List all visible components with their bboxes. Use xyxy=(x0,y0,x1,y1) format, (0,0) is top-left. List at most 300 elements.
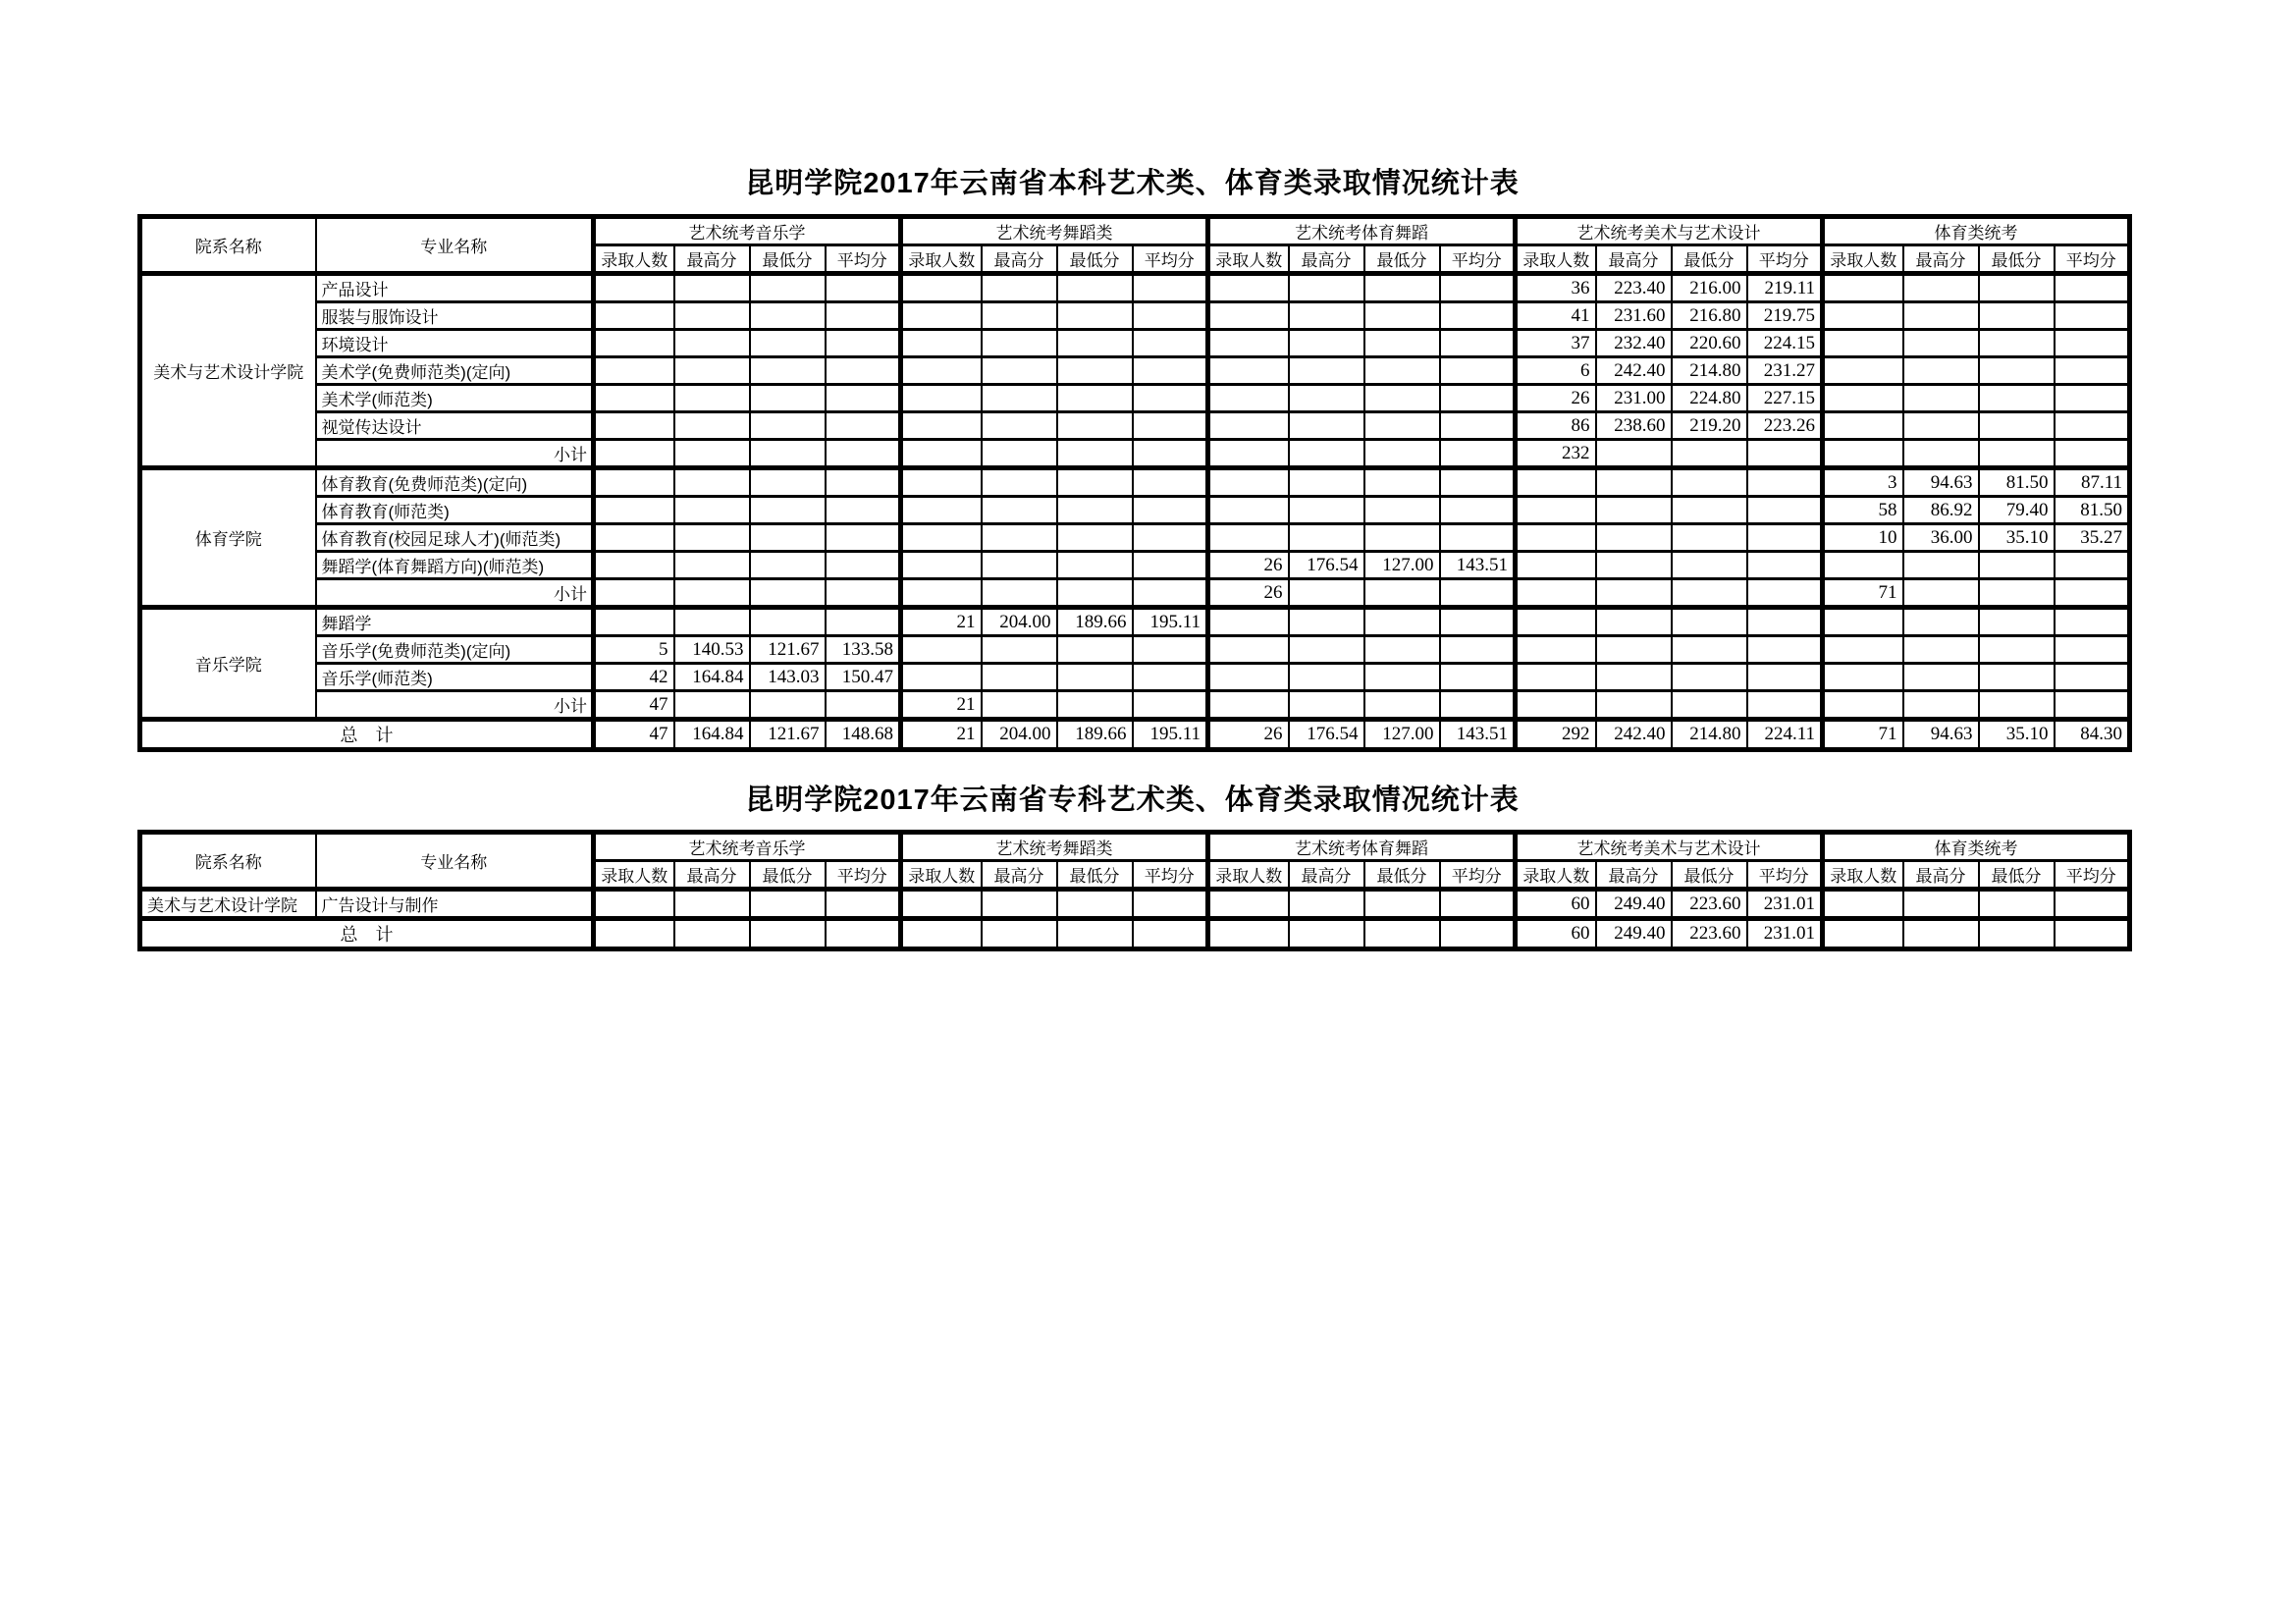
junior-college-table-wrap xyxy=(137,830,2132,951)
value-cell xyxy=(1823,385,1903,412)
value-cell xyxy=(750,302,826,330)
value-cell xyxy=(1903,664,1979,691)
table-row xyxy=(140,552,2130,579)
value-cell xyxy=(1133,302,1208,330)
value-cell xyxy=(594,608,674,636)
value-cell xyxy=(2055,636,2130,664)
grand-total-value-cell: 47 xyxy=(594,720,674,750)
value-cell: 47 xyxy=(594,691,674,720)
table-row xyxy=(140,302,2130,330)
value-cell xyxy=(1747,636,1823,664)
value-cell xyxy=(1747,524,1823,552)
metric-header: 最低分 xyxy=(1672,245,1747,274)
table-row xyxy=(140,664,2130,691)
value-cell xyxy=(1133,691,1208,720)
value-cell xyxy=(1823,274,1903,302)
value-cell xyxy=(674,385,750,412)
value-cell xyxy=(1364,357,1440,385)
value-cell xyxy=(594,412,674,440)
value-cell: 223.60 xyxy=(1672,890,1747,919)
metric-header: 平均分 xyxy=(826,861,901,890)
value-cell xyxy=(1747,608,1823,636)
grand-total-value-cell xyxy=(1133,919,1208,949)
metric-header: 最高分 xyxy=(1289,245,1364,274)
major-name-cell: 舞蹈学 xyxy=(316,608,594,636)
metric-header: 录取人数 xyxy=(1516,861,1596,890)
value-cell: 219.11 xyxy=(1747,274,1823,302)
value-cell xyxy=(1516,636,1596,664)
value-cell xyxy=(1289,664,1364,691)
grand-total-value-cell: 143.51 xyxy=(1440,720,1516,750)
value-cell: 216.80 xyxy=(1672,302,1747,330)
grand-total-value-cell xyxy=(826,919,901,949)
value-cell xyxy=(1516,664,1596,691)
value-cell: 26 xyxy=(1208,552,1289,579)
value-cell xyxy=(901,412,982,440)
value-cell xyxy=(1596,579,1672,608)
value-cell: 219.75 xyxy=(1747,302,1823,330)
value-cell xyxy=(901,497,982,524)
grand-total-value-cell: 231.01 xyxy=(1747,919,1823,949)
value-cell xyxy=(1747,468,1823,497)
value-cell xyxy=(1289,691,1364,720)
value-cell: 223.26 xyxy=(1747,412,1823,440)
value-cell xyxy=(1208,664,1289,691)
value-cell xyxy=(674,274,750,302)
value-cell xyxy=(1747,664,1823,691)
value-cell: 238.60 xyxy=(1596,412,1672,440)
value-cell: 26 xyxy=(1516,385,1596,412)
value-cell xyxy=(1516,552,1596,579)
group-header: 艺术统考体育舞蹈 xyxy=(1208,833,1516,861)
value-cell: 224.15 xyxy=(1747,330,1823,357)
value-cell xyxy=(2055,579,2130,608)
grand-total-value-cell: 242.40 xyxy=(1596,720,1672,750)
value-cell xyxy=(1057,412,1133,440)
grand-total-value-cell: 204.00 xyxy=(982,720,1057,750)
value-cell xyxy=(1133,412,1208,440)
value-cell xyxy=(1057,890,1133,919)
value-cell xyxy=(1289,608,1364,636)
grand-total-value-cell xyxy=(2055,919,2130,949)
value-cell xyxy=(1133,636,1208,664)
value-cell: 26 xyxy=(1208,579,1289,608)
value-cell xyxy=(1057,497,1133,524)
value-cell xyxy=(674,497,750,524)
value-cell xyxy=(1823,302,1903,330)
table-row xyxy=(140,274,2130,302)
value-cell xyxy=(1516,497,1596,524)
grand-total-value-cell xyxy=(1364,919,1440,949)
value-cell xyxy=(1823,357,1903,385)
value-cell xyxy=(674,691,750,720)
value-cell: 231.60 xyxy=(1596,302,1672,330)
value-cell xyxy=(594,552,674,579)
metric-header: 最高分 xyxy=(1289,861,1364,890)
value-cell xyxy=(901,274,982,302)
college-column-header: 院系名称 xyxy=(140,217,316,274)
major-name-cell: 服装与服饰设计 xyxy=(316,302,594,330)
value-cell xyxy=(982,468,1057,497)
value-cell xyxy=(2055,890,2130,919)
value-cell xyxy=(1747,691,1823,720)
value-cell xyxy=(1208,636,1289,664)
value-cell xyxy=(901,440,982,468)
junior-college-table-title: 昆明学院2017年云南省专科艺术类、体育类录取情况统计表 xyxy=(745,785,1520,816)
value-cell xyxy=(1516,691,1596,720)
value-cell xyxy=(1823,412,1903,440)
value-cell xyxy=(826,412,901,440)
grand-total-label-cell: 总 计 xyxy=(140,720,594,750)
value-cell xyxy=(594,357,674,385)
value-cell: 60 xyxy=(1516,890,1596,919)
table-row xyxy=(140,608,2130,636)
college-name-cell: 体育学院 xyxy=(140,468,316,608)
major-column-header: 专业名称 xyxy=(316,217,594,274)
value-cell xyxy=(594,579,674,608)
value-cell xyxy=(1672,440,1747,468)
value-cell xyxy=(1596,691,1672,720)
value-cell: 79.40 xyxy=(1979,497,2055,524)
value-cell xyxy=(1596,468,1672,497)
value-cell xyxy=(1057,691,1133,720)
value-cell: 216.00 xyxy=(1672,274,1747,302)
value-cell xyxy=(1672,552,1747,579)
value-cell: 150.47 xyxy=(826,664,901,691)
value-cell xyxy=(1057,552,1133,579)
value-cell xyxy=(1364,664,1440,691)
grand-total-value-cell: 176.54 xyxy=(1289,720,1364,750)
group-header: 体育类统考 xyxy=(1823,833,2130,861)
value-cell xyxy=(750,440,826,468)
value-cell xyxy=(674,330,750,357)
value-cell xyxy=(1979,274,2055,302)
value-cell: 140.53 xyxy=(674,636,750,664)
major-name-cell: 美术学(师范类) xyxy=(316,385,594,412)
value-cell xyxy=(1747,552,1823,579)
value-cell xyxy=(1208,691,1289,720)
metric-header: 最高分 xyxy=(1596,861,1672,890)
value-cell xyxy=(826,468,901,497)
value-cell xyxy=(826,385,901,412)
value-cell xyxy=(1823,636,1903,664)
value-cell xyxy=(750,890,826,919)
value-cell xyxy=(1133,385,1208,412)
metric-header: 平均分 xyxy=(1440,245,1516,274)
value-cell xyxy=(2055,691,2130,720)
metric-header: 平均分 xyxy=(1133,245,1208,274)
value-cell xyxy=(1364,579,1440,608)
metric-header: 最高分 xyxy=(982,861,1057,890)
group-header: 艺术统考体育舞蹈 xyxy=(1208,217,1516,245)
grand-total-value-cell: 164.84 xyxy=(674,720,750,750)
value-cell xyxy=(901,524,982,552)
table-row xyxy=(140,636,2130,664)
value-cell xyxy=(1903,691,1979,720)
grand-total-value-cell: 223.60 xyxy=(1672,919,1747,949)
metric-header: 平均分 xyxy=(1747,245,1823,274)
value-cell xyxy=(674,608,750,636)
metric-header: 最低分 xyxy=(1979,861,2055,890)
grand-total-value-cell: 214.80 xyxy=(1672,720,1747,750)
metric-header: 平均分 xyxy=(826,245,901,274)
value-cell xyxy=(1747,497,1823,524)
value-cell xyxy=(982,890,1057,919)
value-cell xyxy=(1440,412,1516,440)
value-cell xyxy=(826,691,901,720)
value-cell: 127.00 xyxy=(1364,552,1440,579)
value-cell xyxy=(1823,440,1903,468)
table-row xyxy=(140,524,2130,552)
value-cell xyxy=(2055,440,2130,468)
major-name-cell: 体育教育(免费师范类)(定向) xyxy=(316,468,594,497)
value-cell: 36.00 xyxy=(1903,524,1979,552)
grand-total-value-cell: 195.11 xyxy=(1133,720,1208,750)
value-cell: 36 xyxy=(1516,274,1596,302)
value-cell xyxy=(1672,579,1747,608)
major-name-cell: 舞蹈学(体育舞蹈方向)(师范类) xyxy=(316,552,594,579)
value-cell xyxy=(1672,497,1747,524)
value-cell xyxy=(1979,691,2055,720)
metric-header: 最高分 xyxy=(982,245,1057,274)
value-cell xyxy=(982,579,1057,608)
value-cell xyxy=(1903,412,1979,440)
value-cell xyxy=(982,497,1057,524)
value-cell xyxy=(982,440,1057,468)
value-cell: 242.40 xyxy=(1596,357,1672,385)
grand-total-value-cell: 94.63 xyxy=(1903,720,1979,750)
value-cell xyxy=(1208,412,1289,440)
metric-header: 录取人数 xyxy=(1823,245,1903,274)
grand-total-value-cell xyxy=(1289,919,1364,949)
value-cell xyxy=(1516,579,1596,608)
group-header: 艺术统考美术与艺术设计 xyxy=(1516,217,1823,245)
metric-header: 最低分 xyxy=(750,245,826,274)
value-cell xyxy=(1057,664,1133,691)
value-cell xyxy=(1057,524,1133,552)
value-cell: 219.20 xyxy=(1672,412,1747,440)
value-cell xyxy=(594,497,674,524)
value-cell xyxy=(2055,552,2130,579)
grand-total-value-cell: 292 xyxy=(1516,720,1596,750)
value-cell xyxy=(594,890,674,919)
value-cell xyxy=(1903,552,1979,579)
value-cell: 176.54 xyxy=(1289,552,1364,579)
value-cell xyxy=(1823,691,1903,720)
value-cell: 21 xyxy=(901,691,982,720)
value-cell xyxy=(674,579,750,608)
value-cell xyxy=(1979,412,2055,440)
table-row xyxy=(140,357,2130,385)
value-cell xyxy=(1903,274,1979,302)
value-cell xyxy=(1903,302,1979,330)
value-cell xyxy=(1208,497,1289,524)
value-cell xyxy=(1596,636,1672,664)
value-cell xyxy=(1596,608,1672,636)
value-cell xyxy=(1208,440,1289,468)
value-cell xyxy=(982,691,1057,720)
metric-header: 录取人数 xyxy=(594,861,674,890)
value-cell xyxy=(982,330,1057,357)
metric-header: 录取人数 xyxy=(901,245,982,274)
value-cell xyxy=(1364,524,1440,552)
value-cell xyxy=(2055,357,2130,385)
value-cell xyxy=(750,691,826,720)
college-column-header: 院系名称 xyxy=(140,833,316,890)
subtotal-label-cell: 小计 xyxy=(316,579,594,608)
value-cell: 21 xyxy=(901,608,982,636)
grand-total-value-cell: 127.00 xyxy=(1364,720,1440,750)
value-cell xyxy=(594,468,674,497)
value-cell: 37 xyxy=(1516,330,1596,357)
value-cell xyxy=(1057,636,1133,664)
value-cell: 143.51 xyxy=(1440,552,1516,579)
value-cell xyxy=(1289,497,1364,524)
value-cell xyxy=(1672,468,1747,497)
value-cell xyxy=(1823,664,1903,691)
table-row xyxy=(140,468,2130,497)
metric-header: 最高分 xyxy=(1903,861,1979,890)
subtotal-row xyxy=(140,440,2130,468)
value-cell xyxy=(594,524,674,552)
value-cell xyxy=(826,274,901,302)
value-cell xyxy=(1364,440,1440,468)
value-cell xyxy=(2055,302,2130,330)
value-cell xyxy=(1289,302,1364,330)
value-cell xyxy=(1823,552,1903,579)
value-cell xyxy=(1364,497,1440,524)
value-cell: 81.50 xyxy=(2055,497,2130,524)
grand-total-value-cell: 21 xyxy=(901,720,982,750)
major-name-cell: 音乐学(师范类) xyxy=(316,664,594,691)
value-cell: 204.00 xyxy=(982,608,1057,636)
value-cell xyxy=(750,274,826,302)
value-cell xyxy=(1364,691,1440,720)
value-cell: 81.50 xyxy=(1979,468,2055,497)
value-cell: 214.80 xyxy=(1672,357,1747,385)
value-cell xyxy=(1289,468,1364,497)
value-cell xyxy=(750,608,826,636)
value-cell xyxy=(901,552,982,579)
value-cell xyxy=(1208,890,1289,919)
major-name-cell: 美术学(免费师范类)(定向) xyxy=(316,357,594,385)
value-cell xyxy=(826,579,901,608)
value-cell xyxy=(826,552,901,579)
grand-total-value-cell: 249.40 xyxy=(1596,919,1672,949)
value-cell xyxy=(1903,890,1979,919)
grand-total-row xyxy=(140,720,2130,750)
major-name-cell: 广告设计与制作 xyxy=(316,890,594,919)
group-header: 艺术统考音乐学 xyxy=(594,217,901,245)
value-cell xyxy=(826,608,901,636)
value-cell: 133.58 xyxy=(826,636,901,664)
value-cell: 231.00 xyxy=(1596,385,1672,412)
value-cell: 227.15 xyxy=(1747,385,1823,412)
value-cell xyxy=(1364,302,1440,330)
value-cell xyxy=(1289,440,1364,468)
value-cell: 35.10 xyxy=(1979,524,2055,552)
value-cell xyxy=(1979,890,2055,919)
value-cell xyxy=(1133,552,1208,579)
table-row xyxy=(140,385,2130,412)
major-column-header: 专业名称 xyxy=(316,833,594,890)
metric-header: 录取人数 xyxy=(1208,245,1289,274)
value-cell xyxy=(1903,579,1979,608)
grand-total-value-cell: 60 xyxy=(1516,919,1596,949)
value-cell: 58 xyxy=(1823,497,1903,524)
value-cell xyxy=(901,579,982,608)
value-cell xyxy=(1672,524,1747,552)
group-header: 艺术统考音乐学 xyxy=(594,833,901,861)
value-cell xyxy=(1364,274,1440,302)
value-cell xyxy=(1133,357,1208,385)
value-cell xyxy=(1440,440,1516,468)
value-cell: 10 xyxy=(1823,524,1903,552)
value-cell xyxy=(750,385,826,412)
value-cell xyxy=(982,636,1057,664)
value-cell xyxy=(1440,890,1516,919)
grand-total-value-cell xyxy=(1903,919,1979,949)
value-cell xyxy=(1979,636,2055,664)
grand-total-value-cell: 26 xyxy=(1208,720,1289,750)
value-cell xyxy=(1672,608,1747,636)
value-cell xyxy=(2055,385,2130,412)
value-cell xyxy=(674,552,750,579)
value-cell xyxy=(674,524,750,552)
value-cell xyxy=(1133,274,1208,302)
metric-header: 录取人数 xyxy=(901,861,982,890)
value-cell xyxy=(1364,412,1440,440)
value-cell xyxy=(1364,636,1440,664)
value-cell xyxy=(1440,608,1516,636)
value-cell xyxy=(1289,636,1364,664)
value-cell xyxy=(2055,608,2130,636)
junior-college-admission-table xyxy=(137,830,2132,951)
value-cell xyxy=(982,552,1057,579)
value-cell xyxy=(1979,357,2055,385)
grand-total-value-cell: 148.68 xyxy=(826,720,901,750)
value-cell xyxy=(1133,579,1208,608)
value-cell: 231.01 xyxy=(1747,890,1823,919)
value-cell: 164.84 xyxy=(674,664,750,691)
major-name-cell: 体育教育(师范类) xyxy=(316,497,594,524)
value-cell: 42 xyxy=(594,664,674,691)
value-cell xyxy=(1903,636,1979,664)
value-cell xyxy=(2055,330,2130,357)
value-cell xyxy=(826,890,901,919)
metric-header: 录取人数 xyxy=(1516,245,1596,274)
value-cell xyxy=(1979,579,2055,608)
value-cell xyxy=(1596,664,1672,691)
grand-total-value-cell: 35.10 xyxy=(1979,720,2055,750)
value-cell xyxy=(1289,330,1364,357)
value-cell xyxy=(1289,890,1364,919)
value-cell xyxy=(1208,274,1289,302)
value-cell xyxy=(674,302,750,330)
value-cell: 143.03 xyxy=(750,664,826,691)
value-cell: 71 xyxy=(1823,579,1903,608)
value-cell xyxy=(1823,330,1903,357)
value-cell xyxy=(1208,302,1289,330)
value-cell xyxy=(901,468,982,497)
value-cell: 86 xyxy=(1516,412,1596,440)
value-cell xyxy=(1440,385,1516,412)
value-cell xyxy=(674,412,750,440)
metric-header: 最高分 xyxy=(1903,245,1979,274)
value-cell xyxy=(1979,440,2055,468)
value-cell xyxy=(1903,385,1979,412)
table-row xyxy=(140,497,2130,524)
